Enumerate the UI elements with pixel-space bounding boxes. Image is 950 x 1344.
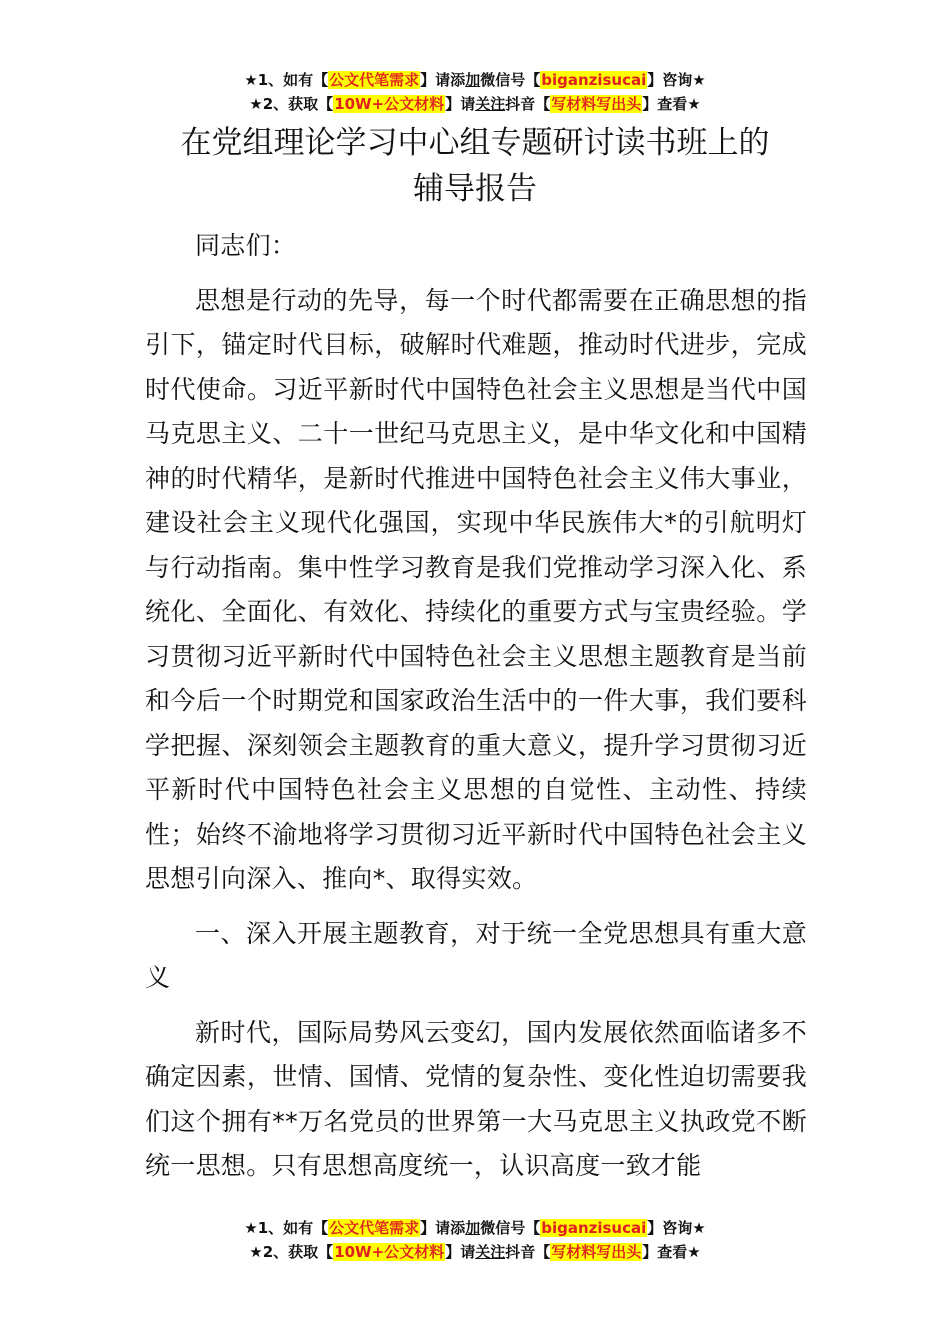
promo-text: 】请添	[420, 71, 466, 89]
promo-highlight: 10W+公文材料	[334, 95, 445, 113]
promo-highlight-douyin: 写材料写出头	[551, 95, 642, 113]
promo-text: ★1、如有【	[244, 1219, 329, 1237]
promo-text: 关注	[475, 1243, 506, 1261]
promo-highlight: 10W+公文材料	[334, 1243, 445, 1261]
promo-text: 加	[465, 1219, 481, 1237]
promo-highlight: 公文代笔需求	[329, 1219, 420, 1237]
promo-text: 微信号【	[480, 1219, 541, 1237]
salutation: 同志们：	[195, 231, 297, 260]
promo-text: 】咨询★	[647, 71, 706, 89]
promo-text: 】咨询★	[647, 1219, 706, 1237]
promo-text: 抖音【	[505, 95, 551, 113]
paragraph: 思想是行动的先导，每一个时代都需要在正确思想的指引下，锚定时代目标，破解时代难题，推动时代进步，完成时代使命。习近平新时代中国特色社会主义思想是当代中国马克思主义、二十一世纪马克思主义，是中华文化和中国精神的时代精华，是新时代推进中国特色社会主义伟大事业，建设社会主义现代化强国，实现中华民族伟大*的引航明灯与行动指南。集中性学习教育是我们党推动学习深入化、系统化、全面化、有效化、持续化的重要方式与宝贵经验。学习贯彻习近平新时代中国特色社会主义思想主题教育是当前和今后一个时期党和国家政治生活中的一件大事，我们要科学把握、深刻领会主题教育的重大意义，提升学习贯彻习近平新时代中国特色社会主义思想的自觉性、主动性、持续性；始终不渝地将学习贯彻习近平新时代中国特色社会主义思想引向深入、推向*、取得实效。	[145, 285, 807, 893]
promo-text: 】请	[445, 95, 476, 113]
promo-line-2	[0, 1240, 950, 1264]
promo-text: ★2、获取【	[249, 95, 334, 113]
promo-line-1	[0, 1216, 950, 1240]
promo-highlight-wechat-id: biganzisucai	[541, 71, 647, 89]
title-line-1: 在党组理论学习中心组专题研讨读书班上的	[180, 125, 770, 161]
promo-text: 加	[465, 71, 481, 89]
promo-text: 】请添	[420, 1219, 466, 1237]
promo-text: ★2、获取【	[249, 1243, 334, 1261]
promo-text: 抖音【	[505, 1243, 551, 1261]
promo-text: 】查看★	[642, 1243, 701, 1261]
title-line-2: 辅导报告	[413, 171, 537, 207]
paragraph: 新时代，国际局势风云变幻，国内发展依然面临诸多不确定因素，世情、国情、党情的复杂性、变化性迫切需要我们这个拥有**万名党员的世界第一大马克思主义执政党不断统一思想。只有思想高度统一，认识高度一致才能	[145, 1017, 807, 1180]
promo-line-2	[0, 92, 950, 116]
promo-text: 微信号【	[480, 71, 541, 89]
promo-banner-top	[0, 68, 950, 116]
promo-highlight-wechat-id: biganzisucai	[541, 1219, 647, 1237]
document-title	[120, 120, 830, 212]
promo-text: ★1、如有【	[244, 71, 329, 89]
promo-line-1	[0, 68, 950, 92]
promo-text: 关注	[475, 95, 506, 113]
promo-highlight-douyin: 写材料写出头	[551, 1243, 642, 1261]
promo-highlight: 公文代笔需求	[329, 71, 420, 89]
section-heading: 一、深入开展主题教育，对于统一全党思想具有重大意义	[145, 918, 807, 992]
promo-banner-bottom	[0, 1216, 950, 1264]
promo-text: 】查看★	[642, 95, 701, 113]
document-body	[145, 224, 807, 1199]
promo-text: 】请	[445, 1243, 476, 1261]
